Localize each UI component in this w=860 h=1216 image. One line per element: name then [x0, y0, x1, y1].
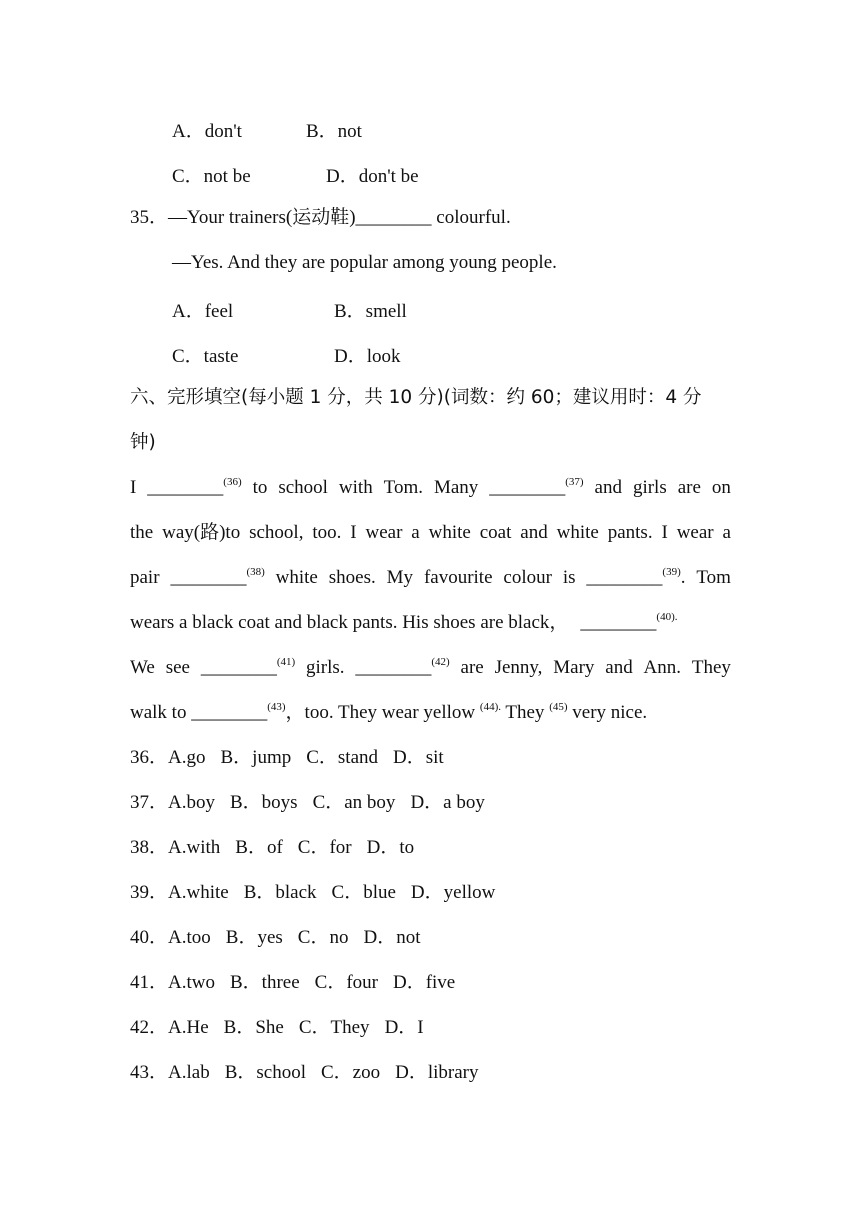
passage-word: wear	[676, 522, 714, 543]
question-row	[130, 926, 420, 950]
passage-word: wear	[365, 522, 403, 543]
option-d: D．yellow	[410, 882, 496, 903]
question-number: 41．	[130, 972, 169, 993]
option-a: A.too	[168, 927, 211, 948]
passage-word: They	[691, 657, 731, 678]
section-heading-continued: 钟)	[130, 432, 156, 453]
question-number: 43．	[130, 1062, 169, 1083]
passage-word: white	[556, 522, 599, 543]
option-b: B．of	[235, 837, 283, 858]
passage-line-6	[130, 701, 647, 725]
passage-word: shoes.	[328, 567, 376, 588]
passage-text: They	[500, 702, 550, 723]
blank-line: ________	[147, 477, 224, 498]
blank-39	[586, 566, 685, 590]
option-b: B．boys	[230, 792, 298, 813]
passage-word: is	[562, 567, 576, 588]
question-number: 38．	[130, 837, 169, 858]
question-row	[130, 1016, 424, 1040]
passage-punct: .	[680, 567, 686, 588]
blank-line: ________	[355, 657, 432, 678]
option-c: C．stand	[306, 747, 379, 768]
passage-line-1	[130, 476, 731, 500]
passage-word: I	[130, 477, 137, 498]
q35-number: 35．	[130, 207, 169, 228]
passage-word: girls	[632, 477, 667, 498]
passage-word: Tom	[696, 567, 731, 588]
blank-number-42: (42)	[431, 656, 450, 668]
blank-number-39: (39)	[662, 566, 681, 578]
passage-word: the	[130, 522, 154, 543]
passage-word: pants.	[607, 522, 653, 543]
question-row	[130, 836, 414, 860]
passage-word: white	[428, 522, 471, 543]
blank-number-44: (44).	[479, 701, 501, 713]
option-d: D．five	[392, 972, 456, 993]
passage-word: girls.	[305, 657, 345, 678]
q35-stem-before: —Your trainers(运动鞋)	[168, 207, 356, 228]
passage-word: a	[722, 522, 731, 543]
blank-42	[355, 656, 449, 680]
passage-word: see	[165, 657, 190, 678]
option-b: B．school	[224, 1062, 306, 1083]
option-d: D．to	[366, 837, 415, 858]
option-d: D．library	[395, 1062, 479, 1083]
q35-blank: ________	[355, 207, 432, 228]
option-a: A.boy	[168, 792, 215, 813]
passage-word: We	[130, 657, 155, 678]
q34-option-a: A．don't	[172, 121, 242, 142]
passage-word: Ann.	[643, 657, 682, 678]
blank-number-37: (37)	[565, 476, 584, 488]
blank-number-38: (38)	[246, 566, 265, 578]
option-b: B．She	[223, 1017, 284, 1038]
question-number: 39．	[130, 882, 169, 903]
passage-word: pair	[130, 567, 160, 588]
q35-stem	[130, 206, 511, 230]
option-a: A.lab	[168, 1062, 210, 1083]
option-a: A.with	[168, 837, 221, 858]
option-c: C．blue	[331, 882, 396, 903]
passage-word: My	[386, 567, 414, 588]
option-d: D．sit	[393, 747, 444, 768]
passage-word: too.	[312, 522, 342, 543]
passage-line-3	[130, 566, 731, 590]
q35-option-a: A．feel	[172, 301, 234, 322]
q35-option-c: C．taste	[172, 346, 239, 367]
passage-line-2	[130, 521, 731, 545]
blank-line: ________	[489, 477, 566, 498]
passage-word: and	[520, 522, 548, 543]
passage-word: on	[711, 477, 731, 498]
passage-word: I	[661, 522, 668, 543]
option-c: C．four	[314, 972, 378, 993]
passage-word: to	[252, 477, 268, 498]
q34-option-c: C．not be	[172, 166, 251, 187]
option-b: B．three	[230, 972, 300, 993]
option-c: C．zoo	[320, 1062, 381, 1083]
blank-number-45: (45)	[549, 701, 568, 713]
passage-text: very nice.	[567, 702, 648, 723]
passage-text: ，too. They wear yellow	[285, 702, 480, 723]
option-c: C．for	[297, 837, 352, 858]
passage-text: walk to	[130, 702, 192, 723]
q34-option-d: D．don't be	[326, 166, 419, 187]
passage-text: wears a black coat and black pants. His shoes are black，	[130, 612, 569, 633]
passage-line-4	[130, 611, 678, 635]
blank-line: ________	[170, 567, 247, 588]
question-row	[130, 881, 495, 905]
question-row	[130, 971, 455, 995]
passage-word: and	[605, 657, 633, 678]
option-b: B．jump	[220, 747, 292, 768]
passage-word: school	[278, 477, 328, 498]
blank-line: ________	[200, 657, 277, 678]
passage-word: are	[460, 657, 484, 678]
blank-37	[489, 476, 583, 500]
passage-word: Many	[433, 477, 479, 498]
option-d: D．not	[363, 927, 421, 948]
option-a: A.two	[168, 972, 215, 993]
option-a: A.go	[168, 747, 206, 768]
blank-line: ________	[580, 612, 657, 633]
passage-word: colour	[503, 567, 552, 588]
option-b: B．yes	[225, 927, 283, 948]
question-row	[130, 746, 444, 770]
question-number: 40．	[130, 927, 169, 948]
passage-word: Tom.	[383, 477, 423, 498]
passage-word: favourite	[423, 567, 493, 588]
option-c: C．They	[298, 1017, 370, 1038]
question-number: 36．	[130, 747, 169, 768]
option-c: C．an boy	[312, 792, 396, 813]
blank-line: ________	[586, 567, 663, 588]
blank-36	[147, 476, 241, 500]
passage-word: I	[350, 522, 357, 543]
blank-line: ________	[191, 702, 268, 723]
passage-word: white	[275, 567, 318, 588]
question-row	[130, 1061, 478, 1085]
passage-word: way(路)to	[162, 522, 241, 543]
question-number: 42．	[130, 1017, 169, 1038]
blank-41	[201, 656, 295, 680]
passage-word: school,	[249, 522, 304, 543]
option-c: C．no	[297, 927, 349, 948]
blank-number-43: (43)	[267, 701, 286, 713]
passage-word: coat	[479, 522, 512, 543]
passage-line-5	[130, 656, 731, 680]
option-b: B．black	[243, 882, 317, 903]
q35-reply: —Yes. And they are popular among young people.	[172, 252, 557, 273]
option-a: A.He	[168, 1017, 209, 1038]
option-d: D．I	[384, 1017, 424, 1038]
q34-option-b: B．not	[306, 121, 362, 142]
q35-stem-after: colourful.	[431, 207, 511, 228]
q35-option-b: B．smell	[334, 301, 407, 322]
blank-number-41: (41)	[276, 656, 296, 668]
question-number: 37．	[130, 792, 169, 813]
passage-word: with	[338, 477, 373, 498]
passage-word: Mary	[553, 657, 595, 678]
blank-number-40: (40).	[656, 611, 678, 623]
option-a: A.white	[168, 882, 229, 903]
passage-word: Jenny,	[494, 657, 543, 678]
passage-word: are	[677, 477, 701, 498]
q35-option-d: D．look	[334, 346, 401, 367]
passage-word: and	[594, 477, 622, 498]
passage-word: a	[411, 522, 420, 543]
option-d: D．a boy	[410, 792, 485, 813]
blank-38	[170, 566, 264, 590]
blank-number-36: (36)	[223, 476, 242, 488]
section-heading: 六、完形填空(每小题 1 分，共 10 分)(词数：约 60；建议用时：4 分	[130, 387, 702, 408]
question-row	[130, 791, 485, 815]
